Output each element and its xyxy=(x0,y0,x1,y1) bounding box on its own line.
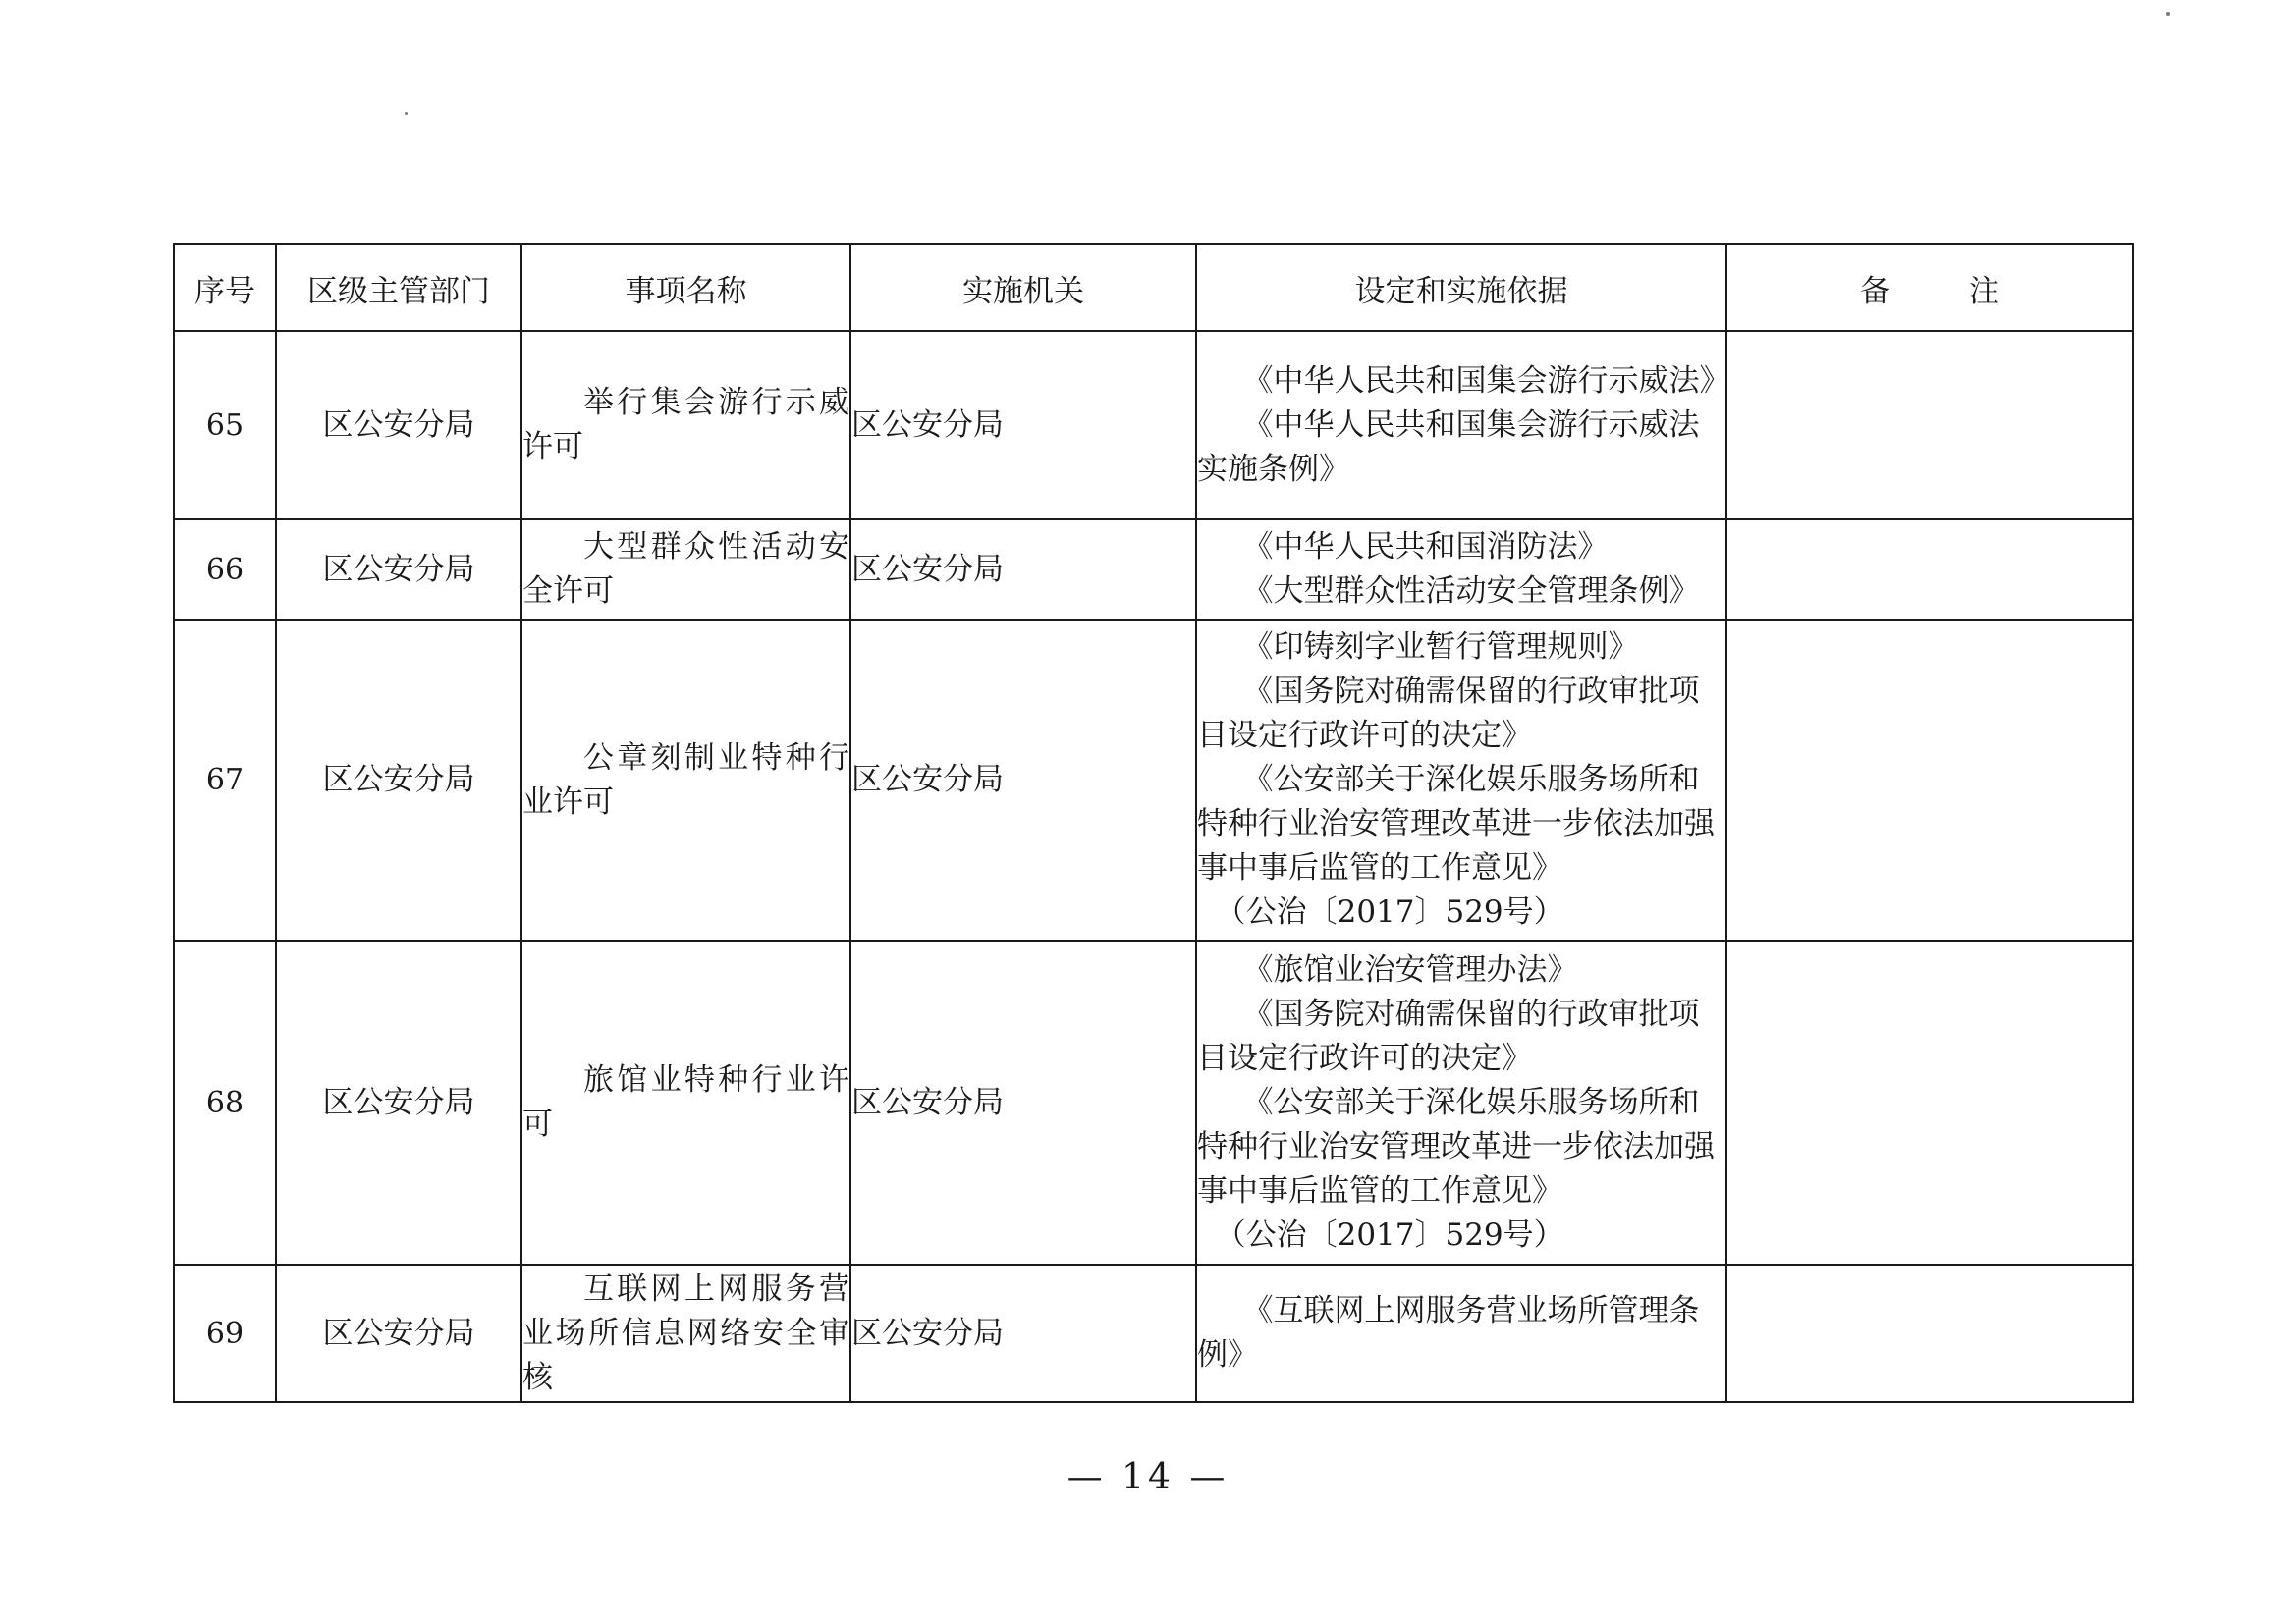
basis-line: 《中华人民共和国集会游行示威法》 xyxy=(1242,362,1730,399)
cell-seq: 67 xyxy=(174,620,276,941)
cell-org: 区公安分局 xyxy=(850,519,1196,620)
basis-line: 《国务院对确需保留的行政审批项目设定行政许可的决定》 xyxy=(1197,996,1700,1076)
basis-line: 《公安部关于深化娱乐服务场所和特种行业治安管理改革进一步依法加强事中事后监管的工作意见》 xyxy=(1197,1084,1715,1209)
cell-basis xyxy=(1196,519,1726,620)
cell-basis xyxy=(1196,331,1730,519)
cell-note xyxy=(1726,1265,2133,1402)
cell-item xyxy=(521,519,850,620)
cell-note xyxy=(1726,519,2133,620)
cell-org: 区公安分局 xyxy=(850,620,1196,941)
header-org: 实施机关 xyxy=(850,244,1196,331)
cell-dept: 区公安分局 xyxy=(276,1265,521,1402)
table-row xyxy=(174,941,2133,1265)
header-dept: 区级主管部门 xyxy=(276,244,521,331)
basis-line: 《旅馆业治安管理办法》 xyxy=(1242,951,1578,988)
item-name: 旅馆业特种行业许可 xyxy=(522,1062,849,1142)
basis-line: 《中华人民共和国集会游行示威法实施条例》 xyxy=(1197,406,1700,487)
header-note-char-1: 备 xyxy=(1860,273,1890,309)
header-item: 事项名称 xyxy=(521,244,850,331)
header-note xyxy=(1726,244,2133,331)
cell-seq: 65 xyxy=(174,331,276,519)
cell-org: 区公安分局 xyxy=(850,1265,1196,1402)
cell-note xyxy=(1726,620,2133,941)
basis-line: 《国务院对确需保留的行政审批项目设定行政许可的决定》 xyxy=(1197,674,1700,753)
table-row xyxy=(174,620,2133,941)
table-header-row xyxy=(174,244,2133,331)
item-name: 大型群众性活动安全许可 xyxy=(522,529,849,609)
basis-line: （公治〔2017〕529号） xyxy=(1215,1217,1564,1253)
administrative-license-table xyxy=(173,243,2134,1403)
cell-basis xyxy=(1196,1265,1726,1402)
scan-speck xyxy=(2166,12,2170,16)
cell-item xyxy=(521,941,850,1265)
cell-dept: 区公安分局 xyxy=(276,941,521,1265)
cell-org: 区公安分局 xyxy=(850,331,1196,519)
header-note-char-2: 注 xyxy=(1969,273,1999,309)
cell-org: 区公安分局 xyxy=(850,941,1196,1265)
basis-line: 《印铸刻字业暂行管理规则》 xyxy=(1242,629,1639,665)
table-row xyxy=(174,331,2133,519)
page-number: — 14 — xyxy=(1066,1457,1230,1497)
scan-speck xyxy=(405,112,408,115)
cell-seq: 68 xyxy=(174,941,276,1265)
basis-line: 《互联网上网服务营业场所管理条例》 xyxy=(1197,1293,1700,1373)
table-row xyxy=(174,519,2133,620)
cell-note xyxy=(1726,941,2133,1265)
item-name: 互联网上网服务营业场所信息网络安全审核 xyxy=(522,1271,849,1395)
item-name: 举行集会游行示威许可 xyxy=(522,385,849,464)
cell-dept: 区公安分局 xyxy=(276,519,521,620)
cell-seq: 69 xyxy=(174,1265,276,1402)
basis-line: （公治〔2017〕529号） xyxy=(1215,894,1564,930)
cell-basis xyxy=(1196,941,1726,1265)
cell-item xyxy=(521,331,850,519)
cell-seq: 66 xyxy=(174,519,276,620)
cell-dept: 区公安分局 xyxy=(276,331,521,519)
table-row xyxy=(174,1265,2133,1402)
header-seq: 序号 xyxy=(174,244,276,331)
cell-dept: 区公安分局 xyxy=(276,620,521,941)
item-name: 公章刻制业特种行业许可 xyxy=(522,739,849,820)
basis-line: 《大型群众性活动安全管理条例》 xyxy=(1242,573,1700,609)
cell-item xyxy=(521,620,850,941)
basis-line: 《公安部关于深化娱乐服务场所和特种行业治安管理改革进一步依法加强事中事后监管的工作意见》 xyxy=(1197,762,1715,886)
cell-item xyxy=(521,1265,850,1402)
cell-basis xyxy=(1196,620,1726,941)
cell-note xyxy=(1726,331,2133,519)
header-basis: 设定和实施依据 xyxy=(1196,244,1726,331)
basis-line: 《中华人民共和国消防法》 xyxy=(1242,529,1609,565)
